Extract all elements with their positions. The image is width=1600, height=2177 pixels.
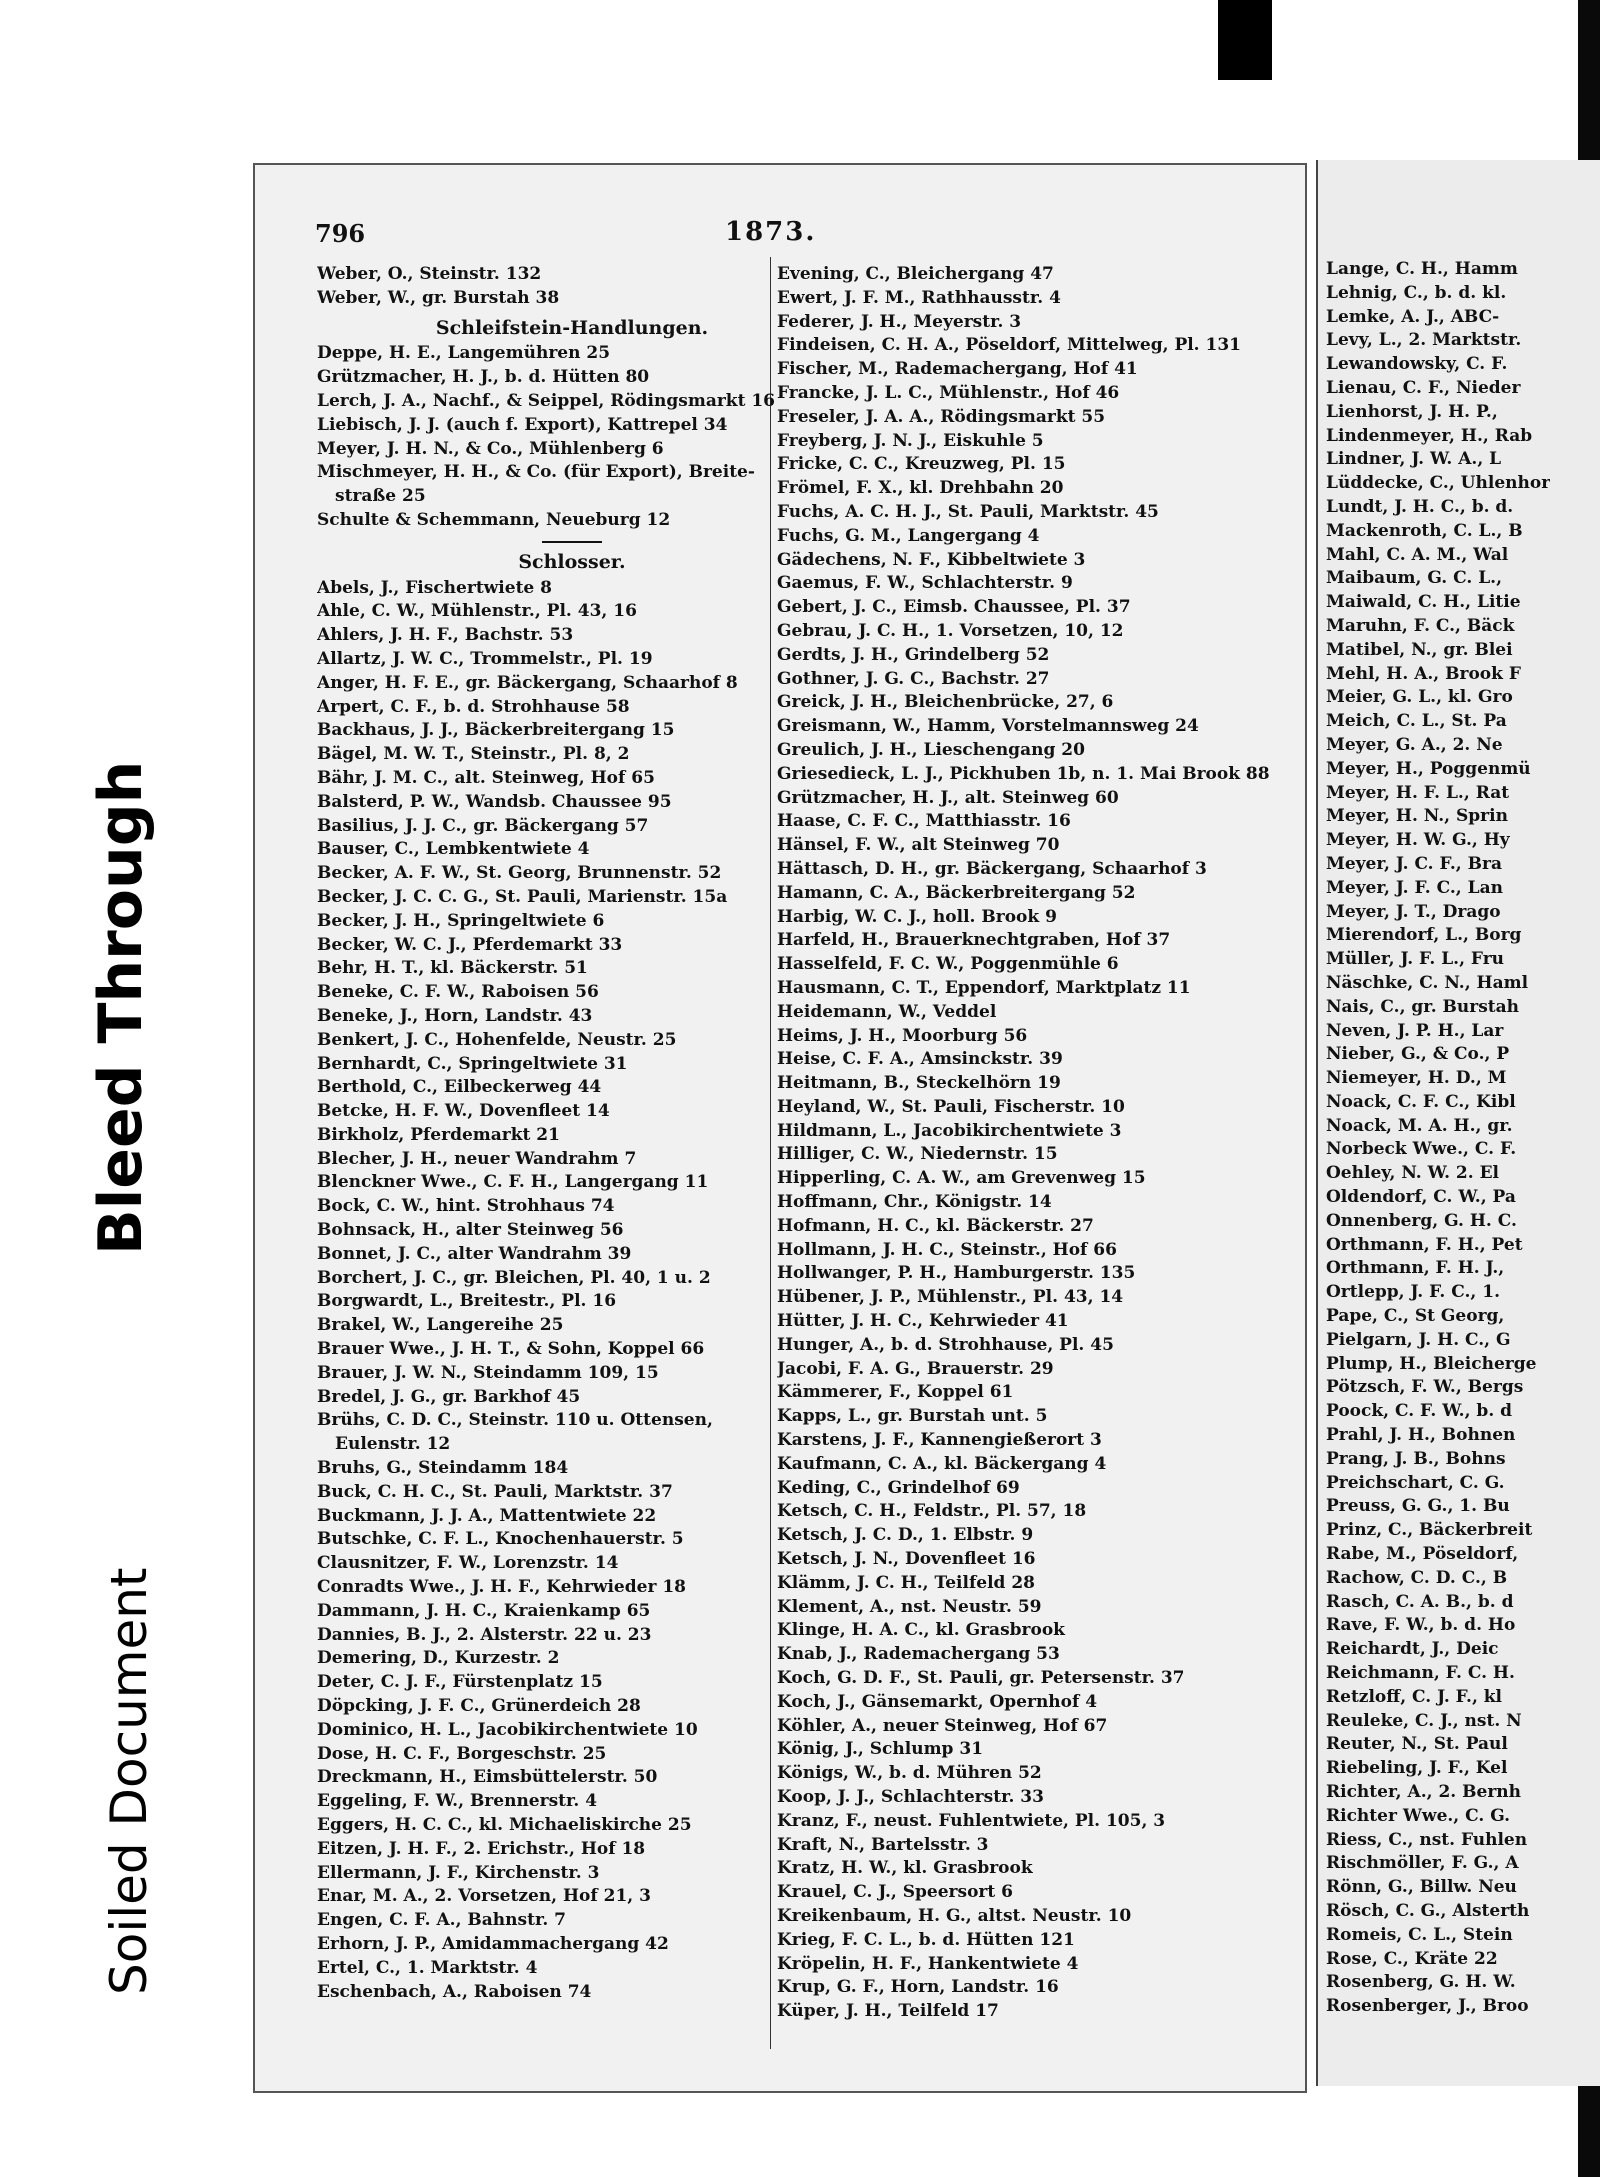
directory-entry: Hipperling, C. A. W., am Grevenweg 15 [777, 1168, 1146, 1189]
directory-entry: Bredel, J. G., gr. Barkhof 45 [317, 1386, 581, 1407]
directory-entry: Ketsch, J. N., Dovenfleet 16 [777, 1549, 1036, 1570]
directory-entry: Mahl, C. A. M., Wal [1326, 544, 1509, 565]
directory-entry: Pape, C., St Georg, [1326, 1306, 1505, 1327]
directory-entry: Becker, J. C. C. G., St. Pauli, Marienstr. 15a [317, 886, 728, 907]
directory-entry: Hollmann, J. H. C., Steinstr., Hof 66 [777, 1239, 1117, 1260]
directory-entry: Kreikenbaum, H. G., altst. Neustr. 10 [777, 1905, 1132, 1926]
directory-entry: Ahle, C. W., Mühlenstr., Pl. 43, 16 [317, 601, 637, 622]
directory-entry: Hilliger, C. W., Niedernstr. 15 [777, 1144, 1058, 1165]
directory-entry: Hasselfeld, F. C. W., Poggenmühle 6 [777, 954, 1119, 975]
directory-entry: Reichardt, J., Deic [1326, 1639, 1499, 1660]
directory-entry: Lewandowsky, C. F. [1326, 354, 1508, 375]
document-page [253, 163, 1307, 2093]
directory-entry: Plump, H., Bleicherge [1326, 1353, 1537, 1374]
directory-entry: Betcke, H. F. W., Dovenfleet 14 [317, 1101, 610, 1122]
directory-entry: Meich, C. L., St. Pa [1326, 711, 1507, 732]
directory-entry: Noack, M. A. H., gr. [1326, 1115, 1513, 1136]
directory-entry: Gaemus, F. W., Schlachterstr. 9 [777, 573, 1073, 594]
directory-entry: Lehnig, C., b. d. kl. [1326, 282, 1507, 303]
directory-entry: Dominico, H. L., Jacobikirchentwiete 10 [317, 1719, 698, 1740]
directory-entry: Hildmann, L., Jacobikirchentwiete 3 [777, 1120, 1122, 1141]
scan-edge-top [1218, 0, 1272, 80]
directory-entry: Richter Wwe., C. G. [1326, 1805, 1511, 1826]
directory-entry: Blecher, J. H., neuer Wandrahm 7 [317, 1148, 637, 1169]
directory-entry: Orthmann, F. H., Pet [1326, 1234, 1523, 1255]
directory-entry: Greismann, W., Hamm, Vorstelmannsweg 24 [777, 716, 1199, 737]
directory-entry: Levy, L., 2. Marktstr. [1326, 330, 1522, 351]
directory-entry: Eggeling, F. W., Brennerstr. 4 [317, 1791, 598, 1812]
directory-entry: Enar, M. A., 2. Vorsetzen, Hof 21, 3 [317, 1886, 651, 1907]
directory-entry: Eitzen, J. H. F., 2. Erichstr., Hof 18 [317, 1838, 646, 1859]
directory-entry: Mehl, H. A., Brook F [1326, 663, 1521, 684]
directory-entry: Küper, J. H., Teilfeld 17 [777, 2001, 999, 2022]
directory-entry: Hänsel, F. W., alt Steinweg 70 [777, 835, 1060, 856]
directory-entry: Kranz, F., neust. Fuhlentwiete, Pl. 105, 3 [777, 1810, 1166, 1831]
directory-entry: Hofmann, H. C., kl. Bäckerstr. 27 [777, 1215, 1094, 1236]
directory-entry: Rösch, C. G., Alsterth [1326, 1900, 1530, 1921]
directory-entry: Clausnitzer, F. W., Lorenzstr. 14 [317, 1553, 619, 1574]
directory-entry: Oldendorf, C. W., Pa [1326, 1187, 1516, 1208]
directory-entry: Döpcking, J. F. C., Grünerdeich 28 [317, 1696, 641, 1717]
directory-entry: Bock, C. W., hint. Strohhaus 74 [317, 1196, 615, 1217]
directory-entry: Preichschart, C. G. [1326, 1472, 1505, 1493]
directory-entry: Rabe, M., Pöseldorf, [1326, 1544, 1519, 1565]
directory-entry: Brühs, C. D. C., Steinstr. 110 u. Ottensen, [317, 1410, 713, 1431]
directory-entry: Francke, J. L. C., Mühlenstr., Hof 46 [777, 382, 1120, 403]
directory-entry: Meyer, J. H. N., & Co., Mühlenberg 6 [317, 438, 664, 459]
directory-entry: Gädechens, N. F., Kibbeltwiete 3 [777, 549, 1086, 570]
directory-entry: Meyer, H. N., Sprin [1326, 806, 1508, 827]
directory-entry: Kraft, N., Bartelsstr. 3 [777, 1834, 989, 1855]
directory-entry: Arpert, C. F., b. d. Strohhause 58 [317, 696, 630, 717]
directory-entry: Greick, J. H., Bleichenbrücke, 27, 6 [777, 692, 1114, 713]
directory-entry: Pielgarn, J. H. C., G [1326, 1329, 1511, 1350]
directory-entry: Richter, A., 2. Bernh [1326, 1782, 1521, 1802]
directory-entry: Klement, A., nst. Neustr. 59 [777, 1596, 1042, 1617]
directory-entry: Allartz, J. W. C., Trommelstr., Pl. 19 [317, 648, 653, 669]
directory-entry: Bruhs, G., Steindamm 184 [317, 1458, 569, 1479]
directory-entry: Jacobi, F. A. G., Brauerstr. 29 [777, 1358, 1054, 1379]
directory-entry: Kapps, L., gr. Burstah unt. 5 [777, 1406, 1048, 1427]
directory-entry: Kröpelin, H. F., Hankentwiete 4 [777, 1953, 1079, 1974]
directory-entry: Benkert, J. C., Hohenfelde, Neustr. 25 [317, 1029, 677, 1050]
directory-entry: Hamann, C. A., Bäckerbreitergang 52 [777, 882, 1136, 903]
directory-entry: Orthmann, F. H. J., [1326, 1258, 1505, 1279]
directory-entry: Brakel, W., Langereihe 25 [317, 1315, 564, 1336]
directory-entry: Beneke, C. F. W., Raboisen 56 [317, 982, 599, 1003]
directory-entry: Bauser, C., Lembkentwiete 4 [317, 839, 590, 860]
directory-entry: Heise, C. F. A., Amsinckstr. 39 [777, 1049, 1063, 1070]
directory-entry: Lüddecke, C., Uhlenhor [1326, 473, 1551, 494]
directory-entry: Meyer, H., Poggenmü [1326, 758, 1531, 779]
directory-entry: Heyland, W., St. Pauli, Fischerstr. 10 [777, 1096, 1125, 1117]
directory-entry: Lerch, J. A., Nachf., & Seippel, Rödingsmarkt 16 [317, 390, 776, 411]
directory-entry: Krup, G. F., Horn, Landstr. 16 [777, 1977, 1059, 1998]
directory-entry: Retzloff, C. J. F., kl [1326, 1686, 1503, 1707]
directory-entry: Hübener, J. P., Mühlenstr., Pl. 43, 14 [777, 1287, 1124, 1308]
directory-entry: Ahlers, J. H. F., Bachstr. 53 [317, 625, 574, 646]
directory-entry: Riebeling, J. F., Kel [1326, 1758, 1508, 1779]
directory-entry: Behr, H. T., kl. Bäckerstr. 51 [317, 958, 588, 979]
directory-entry: Hausmann, C. T., Eppendorf, Marktplatz 11 [777, 977, 1191, 998]
directory-entry: Kratz, H. W., kl. Grasbrook [777, 1858, 1033, 1879]
directory-entry: Federer, J. H., Meyerstr. 3 [777, 311, 1022, 332]
directory-entry: Ketsch, J. C. D., 1. Elbstr. 9 [777, 1525, 1034, 1546]
directory-entry: Liebisch, J. J. (auch f. Export), Kattrepel 34 [317, 414, 728, 435]
directory-entry: Brauer Wwe., J. H. T., & Sohn, Koppel 66 [317, 1339, 705, 1360]
directory-entry: Meyer, J. T., Drago [1326, 901, 1501, 922]
directory-entry: Basilius, J. J. C., gr. Bäckergang 57 [317, 815, 649, 836]
directory-entry: Lienhorst, J. H. P., [1326, 401, 1498, 422]
directory-entry: Hollwanger, P. H., Hamburgerstr. 135 [777, 1263, 1136, 1284]
directory-entry: Kämmerer, F., Koppel 61 [777, 1382, 1014, 1403]
directory-entry: Dreckmann, H., Eimsbüttelerstr. 50 [317, 1767, 658, 1788]
directory-entry: Harbig, W. C. J., holl. Brook 9 [777, 906, 1057, 927]
directory-entry: Hättasch, D. H., gr. Bäckergang, Schaarhof 3 [777, 858, 1207, 879]
directory-entry: Anger, H. F. E., gr. Bäckergang, Schaarhof 8 [317, 672, 738, 693]
directory-entry: Koch, G. D. F., St. Pauli, gr. Petersenstr. 37 [777, 1668, 1185, 1689]
directory-entry: Gebrau, J. C. H., 1. Vorsetzen, 10, 12 [777, 620, 1124, 641]
directory-entry: Maibaum, G. C. L., [1326, 568, 1502, 589]
directory-entry: Bägel, M. W. T., Steinstr., Pl. 8, 2 [317, 744, 630, 765]
directory-entry: Heitmann, B., Steckelhörn 19 [777, 1073, 1061, 1094]
directory-entry: Prang, J. B., Bohns [1326, 1448, 1506, 1469]
directory-entry: Romeis, C. L., Stein [1326, 1924, 1513, 1945]
directory-entry: Meyer, G. A., 2. Ne [1326, 734, 1503, 755]
schlosser-entries [317, 577, 827, 2005]
directory-entry: Prinz, C., Bäckerbreit [1326, 1520, 1533, 1541]
directory-entry: Weber, W., gr. Burstah 38 [317, 287, 560, 308]
directory-entry: Nais, C., gr. Burstah [1326, 996, 1520, 1017]
middle-column [777, 263, 1297, 2024]
directory-entry: Grützmacher, H. J., alt. Steinweg 60 [777, 787, 1119, 808]
directory-entry: Gerdts, J. H., Grindelberg 52 [777, 644, 1050, 665]
directory-entry: Becker, J. H., Springeltwiete 6 [317, 910, 605, 931]
directory-entry: Niemeyer, H. D., M [1326, 1068, 1507, 1089]
directory-entry: Conradts Wwe., J. H. F., Kehrwieder 18 [317, 1577, 686, 1598]
directory-entry: Ertel, C., 1. Marktstr. 4 [317, 1957, 538, 1978]
directory-entry: Mackenroth, C. L., B [1326, 520, 1523, 541]
directory-entry: Buck, C. H. C., St. Pauli, Marktstr. 37 [317, 1481, 673, 1502]
directory-entry: Borchert, J. C., gr. Bleichen, Pl. 40, 1 u. 2 [317, 1267, 711, 1288]
directory-entry: Lindenmeyer, H., Rab [1326, 425, 1533, 446]
directory-entry: Becker, W. C. J., Pferdemarkt 33 [317, 934, 623, 955]
directory-entry: Deppe, H. E., Langemühren 25 [317, 343, 611, 364]
directory-entry: Rachow, C. D. C., B [1326, 1567, 1508, 1588]
directory-entry: Haase, C. F. C., Matthiasstr. 16 [777, 811, 1071, 832]
directory-entry: Rave, F. W., b. d. Ho [1326, 1615, 1516, 1636]
directory-entry: Riess, C., nst. Fuhlen [1326, 1829, 1528, 1850]
directory-entry: Ketsch, C. H., Feldstr., Pl. 57, 18 [777, 1501, 1087, 1522]
directory-entry: Näschke, C. N., Haml [1326, 972, 1529, 993]
directory-entry: Lindner, J. W. A., L [1326, 449, 1502, 470]
directory-entry: Berthold, C., Eilbeckerweg 44 [317, 1077, 602, 1098]
directory-entry: Gebert, J. C., Eimsb. Chaussee, Pl. 37 [777, 597, 1131, 618]
directory-entry: Frömel, F. X., kl. Drehbahn 20 [777, 478, 1064, 499]
directory-entry: Findeisen, C. H. A., Pöseldorf, Mittelweg, Pl. 131 [777, 335, 1242, 356]
directory-entry: Demering, D., Kurzestr. 2 [317, 1648, 560, 1669]
directory-entry: Brauer, J. W. N., Steindamm 109, 15 [317, 1362, 659, 1383]
directory-entry: Norbeck Wwe., C. F. [1326, 1139, 1517, 1160]
directory-entry: Lundt, J. H. C., b. d. [1326, 496, 1514, 517]
directory-entry: Nieber, G., & Co., P [1326, 1044, 1510, 1065]
directory-entry: Engen, C. F. A., Bahnstr. 7 [317, 1910, 567, 1931]
directory-entry: Fischer, M., Rademachergang, Hof 41 [777, 359, 1138, 380]
section-heading-schlosser: Schlosser. [518, 550, 626, 573]
directory-entry: Backhaus, J. J., Bäckerbreitergang 15 [317, 720, 675, 741]
directory-entry: Pötzsch, F. W., Bergs [1326, 1377, 1524, 1398]
directory-entry: Müller, J. F. L., Fru [1326, 949, 1505, 970]
section-heading-schleifstein: Schleifstein-Handlungen. [435, 316, 709, 339]
directory-entry: Hunger, A., b. d. Strohhause, Pl. 45 [777, 1334, 1114, 1355]
schleifstein-entries [317, 342, 827, 532]
directory-entry: Lienau, C. F., Nieder [1326, 377, 1521, 398]
directory-entry: Evening, C., Bleichergang 47 [777, 264, 1054, 284]
directory-entry: Knab, J., Rademachergang 53 [777, 1644, 1060, 1665]
directory-entry: Noack, C. F. C., Kibl [1326, 1091, 1516, 1112]
directory-entry: Poock, C. F. W., b. d [1326, 1401, 1513, 1422]
directory-entry: Bähr, J. M. C., alt. Steinweg, Hof 65 [317, 767, 655, 788]
directory-entry: Köhler, A., neuer Steinweg, Hof 67 [777, 1715, 1108, 1736]
directory-entry: Reuter, N., St. Paul [1326, 1734, 1508, 1755]
directory-entry: Rosenberger, J., Broo [1326, 1996, 1529, 2017]
directory-entry: Freyberg, J. N. J., Eiskuhle 5 [777, 430, 1044, 451]
directory-entry: Klämm, J. C. H., Teilfeld 28 [777, 1572, 1035, 1593]
directory-entry: Weber, O., Steinstr. 132 [317, 264, 542, 284]
directory-entry: Ellermann, J. F., Kirchenstr. 3 [317, 1862, 600, 1883]
directory-entry: Hoffmann, Chr., Königstr. 14 [777, 1192, 1052, 1213]
directory-entry: König, J., Schlump 31 [777, 1739, 984, 1760]
directory-entry: Dannies, B. J., 2. Alsterstr. 22 u. 23 [317, 1624, 652, 1645]
directory-entry: Balsterd, P. W., Wandsb. Chaussee 95 [317, 791, 672, 812]
directory-entry: Bernhardt, C., Springeltwiete 31 [317, 1053, 628, 1074]
directory-entry: Lange, C. H., Hamm [1326, 259, 1518, 279]
directory-entry: Eschenbach, A., Raboisen 74 [317, 1981, 592, 2002]
soiled-document-label: Soiled Document [100, 1567, 158, 1995]
directory-entry: Lemke, A. J., ABC- [1326, 306, 1500, 327]
directory-entry: Schulte & Schemmann, Neueburg 12 [317, 509, 671, 530]
directory-entry: Königs, W., b. d. Mühren 52 [777, 1763, 1042, 1784]
directory-entry: Heidemann, W., Veddel [777, 1001, 997, 1022]
directory-entry: Maruhn, F. C., Bäck [1326, 615, 1515, 636]
directory-entry: Klinge, H. A. C., kl. Grasbrook [777, 1620, 1065, 1641]
directory-entry: Blenckner Wwe., C. F. H., Langergang 11 [317, 1172, 709, 1193]
directory-entry: Oehley, N. W. 2. El [1326, 1163, 1499, 1184]
directory-entry: Mischmeyer, H. H., & Co. (für Export), Breite- [317, 462, 755, 483]
directory-entry: Keding, C., Grindelhof 69 [777, 1477, 1020, 1498]
directory-entry: Meyer, H. W. G., Hy [1326, 830, 1510, 851]
directory-entry: Meyer, J. F. C., Lan [1326, 877, 1503, 898]
directory-entry: Abels, J., Fischertwiete 8 [317, 577, 552, 598]
directory-entry: Butschke, C. F. L., Knochenhauerstr. 5 [317, 1529, 684, 1550]
directory-entry: Borgwardt, L., Breitestr., Pl. 16 [317, 1291, 617, 1312]
directory-entry: Matibel, N., gr. Blei [1326, 639, 1513, 660]
directory-entry: Rönn, G., Billw. Neu [1326, 1877, 1517, 1898]
left-column [317, 263, 827, 2004]
right-column [1326, 258, 1550, 2019]
directory-entry: Fuchs, G. M., Langergang 4 [777, 525, 1040, 546]
directory-entry: Rosenberg, G. H. W. [1326, 1972, 1516, 1993]
directory-entry: Prahl, J. H., Bohnen [1326, 1425, 1516, 1446]
directory-entry: Neven, J. P. H., Lar [1326, 1020, 1504, 1041]
directory-entry: Reuleke, C. J., nst. N [1326, 1710, 1522, 1731]
directory-entry: Rose, C., Kräte 22 [1326, 1948, 1498, 1969]
directory-entry: Griesedieck, L. J., Pickhuben 1b, n. 1. Mai Brook 88 [777, 763, 1270, 784]
section-rule [542, 541, 602, 543]
directory-entry: Meier, G. L., kl. Gro [1326, 687, 1513, 708]
directory-entry: Rasch, C. A. B., b. d [1326, 1591, 1514, 1612]
directory-entry: Eggers, H. C. C., kl. Michaeliskirche 25 [317, 1815, 692, 1835]
directory-entry: Fuchs, A. C. H. J., St. Pauli, Marktstr. 45 [777, 501, 1159, 522]
directory-entry: Birkholz, Pferdemarkt 21 [317, 1124, 560, 1145]
directory-entry: Eulenstr. 12 [335, 1434, 451, 1455]
directory-entry: Beneke, J., Horn, Landstr. 43 [317, 1005, 593, 1026]
directory-entry: Buckmann, J. J. A., Mattentwiete 22 [317, 1505, 657, 1526]
directory-entry: Bonnet, J. C., alter Wandrahm 39 [317, 1243, 632, 1264]
bleed-through-label: Bleed Through [86, 760, 156, 1255]
page-number: 796 [315, 219, 366, 248]
directory-entry: Dammann, J. H. C., Kraienkamp 65 [317, 1600, 651, 1621]
directory-entry: Reichmann, F. C. H. [1326, 1663, 1515, 1684]
directory-entry: Krieg, F. C. L., b. d. Hütten 121 [777, 1929, 1075, 1950]
directory-entry: Harfeld, H., Brauerknechtgraben, Hof 37 [777, 930, 1171, 951]
directory-entry: Koop, J. J., Schlachterstr. 33 [777, 1787, 1044, 1807]
directory-entry: Becker, A. F. W., St. Georg, Brunnenstr. 52 [317, 863, 722, 884]
directory-entry: Dose, H. C. F., Borgeschstr. 25 [317, 1743, 607, 1764]
directory-entry: Heims, J. H., Moorburg 56 [777, 1025, 1028, 1046]
directory-entry: Fricke, C. C., Kreuzweg, Pl. 15 [777, 454, 1066, 475]
directory-entry: Ortlepp, J. F. C., 1. [1326, 1282, 1500, 1303]
directory-entry: Bohnsack, H., alter Steinweg 56 [317, 1220, 624, 1241]
directory-entry: Rischmöller, F. G., A [1326, 1853, 1519, 1874]
directory-entry: Freseler, J. A. A., Rödingsmarkt 55 [777, 406, 1106, 427]
directory-entry: Meyer, H. F. L., Rat [1326, 782, 1510, 803]
directory-entry: Greulich, J. H., Lieschengang 20 [777, 739, 1085, 760]
directory-entry: Kaufmann, C. A., kl. Bäckergang 4 [777, 1453, 1107, 1474]
intro-entries [317, 263, 827, 311]
directory-entry: Gothner, J. G. C., Bachstr. 27 [777, 668, 1050, 689]
directory-entry: Deter, C. J. F., Fürstenplatz 15 [317, 1672, 603, 1693]
directory-entry: Hütter, J. H. C., Kehrwieder 41 [777, 1311, 1069, 1332]
directory-entry: Krauel, C. J., Speersort 6 [777, 1882, 1013, 1903]
directory-entry: Erhorn, J. P., Amidammachergang 42 [317, 1933, 669, 1954]
page-year: 1873. [725, 217, 817, 247]
directory-entry: Grützmacher, H. J., b. d. Hütten 80 [317, 367, 650, 388]
directory-entry: Maiwald, C. H., Litie [1326, 592, 1521, 613]
adjacent-page [1316, 160, 1600, 2086]
directory-entry: straße 25 [335, 486, 426, 507]
directory-entry: Ewert, J. F. M., Rathhausstr. 4 [777, 287, 1061, 308]
directory-entry: Onnenberg, G. H. C. [1326, 1210, 1517, 1231]
directory-entry: Karstens, J. F., Kannengießerort 3 [777, 1430, 1102, 1451]
directory-entry: Meyer, J. C. F., Bra [1326, 853, 1502, 874]
directory-entry: Koch, J., Gänsemarkt, Opernhof 4 [777, 1691, 1098, 1712]
directory-entry: Mierendorf, L., Borg [1326, 925, 1522, 946]
directory-entry: Preuss, G. G., 1. Bu [1326, 1496, 1510, 1517]
